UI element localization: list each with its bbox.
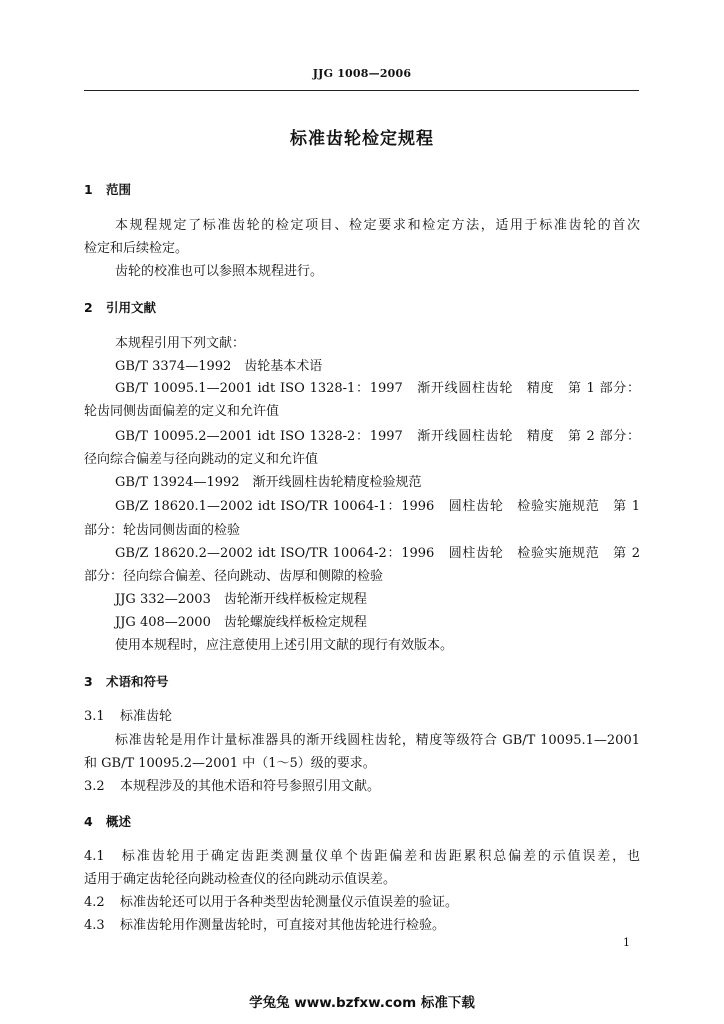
- subsection-title: 标准齿轮: [120, 709, 173, 724]
- subsection-number: 3.1: [84, 709, 105, 724]
- section-title: 引用文献: [106, 300, 157, 315]
- section-2-intro: 本规程引用下列文献：: [115, 336, 246, 351]
- reference-6-line-2: 部分：径向综合偏差、径向跳动、齿厚和侧隙的检验: [84, 569, 384, 584]
- section-title: 术语和符号: [106, 674, 169, 689]
- subsection-3-1-line-1: 标准齿轮是用作计量标准器具的渐开线圆柱齿轮，精度等级符合 GB/T 10095.1—2001: [115, 733, 640, 748]
- subsection-4-2: [84, 893, 640, 913]
- section-1-paragraph-1-line-2: 检定和后续检定。: [84, 241, 189, 256]
- subsection-text: 标准齿轮还可以用于各种类型齿轮测量仪示值误差的验证。: [120, 895, 459, 910]
- reference-8: JJG 408—2000 齿轮螺旋线样板检定规程: [115, 615, 367, 630]
- reference-7: JJG 332—2003 齿轮渐开线样板检定规程: [115, 592, 367, 607]
- subsection-3-1-heading: [84, 707, 640, 727]
- reference-6-line-1: GB/Z 18620.2—2002 idt ISO/TR 10064-2：1996 圆柱齿轮 检验实施规范 第 2: [115, 546, 640, 561]
- section-4-heading: [84, 812, 131, 832]
- subsection-number: 4.1: [84, 849, 105, 864]
- document-title: 标准齿轮检定规程: [290, 129, 434, 149]
- subsection-number: 4.3: [84, 918, 105, 933]
- page-number: 1: [623, 936, 630, 949]
- section-title: 范围: [106, 182, 132, 197]
- reference-4: GB/T 13924—1992 渐开线圆柱齿轮精度检验规范: [115, 475, 422, 490]
- subsection-4-1-line-1: [84, 847, 640, 867]
- section-1-paragraph-1-line-1: 本规程规定了标准齿轮的检定项目、检定要求和检定方法，适用于标准齿轮的首次: [115, 218, 640, 233]
- subsection-text: 标准齿轮用作测量齿轮时，可直接对其他齿轮进行检验。: [120, 918, 446, 933]
- section-2-heading: [84, 298, 156, 318]
- subsection-4-3: [84, 916, 640, 936]
- reference-5-line-2: 部分：轮齿同侧齿面的检验: [84, 523, 241, 538]
- reference-5-line-1: GB/Z 18620.1—2002 idt ISO/TR 10064-1：1996 圆柱齿轮 检验实施规范 第 1: [115, 499, 640, 514]
- section-number: 4: [84, 814, 93, 829]
- reference-3-line-2: 径向综合偏差与径向跳动的定义和允许值: [84, 452, 319, 467]
- subsection-text: 本规程涉及的其他术语和符号参照引用文献。: [120, 779, 381, 794]
- subsection-3-2: [84, 777, 640, 797]
- section-1-heading: [84, 180, 131, 200]
- header-rule: [84, 90, 639, 91]
- section-number: 3: [84, 674, 93, 689]
- subsection-3-1-line-2: 和 GB/T 10095.2—2001 中（1～5）级的要求。: [84, 756, 376, 771]
- section-2-closing: 使用本规程时，应注意使用上述引用文献的现行有效版本。: [115, 638, 454, 653]
- reference-2-line-2: 轮齿同侧齿面偏差的定义和允许值: [84, 404, 280, 419]
- subsection-4-1-line-2: 适用于确定齿轮径向跳动检查仪的径向跳动示值误差。: [84, 872, 397, 887]
- section-1-paragraph-2: 齿轮的校准也可以参照本规程进行。: [115, 264, 324, 279]
- footer-watermark: 学兔兔 www.bzfxw.com 标准下载: [249, 995, 475, 1011]
- section-title: 概述: [106, 814, 132, 829]
- reference-2-line-1: GB/T 10095.1—2001 idt ISO 1328-1：1997 渐开线圆柱齿轮 精度 第 1 部分：: [115, 381, 640, 396]
- reference-3-line-1: GB/T 10095.2—2001 idt ISO 1328-2：1997 渐开线圆柱齿轮 精度 第 2 部分：: [115, 429, 640, 444]
- subsection-number: 4.2: [84, 895, 105, 910]
- header-code: JJG 1008—2006: [312, 67, 412, 80]
- subsection-text: 标准齿轮用于确定齿距类测量仪单个齿距偏差和齿距累积总偏差的示值误差，也: [120, 849, 640, 864]
- section-number: 2: [84, 300, 93, 315]
- subsection-number: 3.2: [84, 779, 105, 794]
- reference-1: GB/T 3374—1992 齿轮基本术语: [115, 359, 323, 374]
- section-number: 1: [84, 182, 93, 197]
- section-3-heading: [84, 672, 169, 692]
